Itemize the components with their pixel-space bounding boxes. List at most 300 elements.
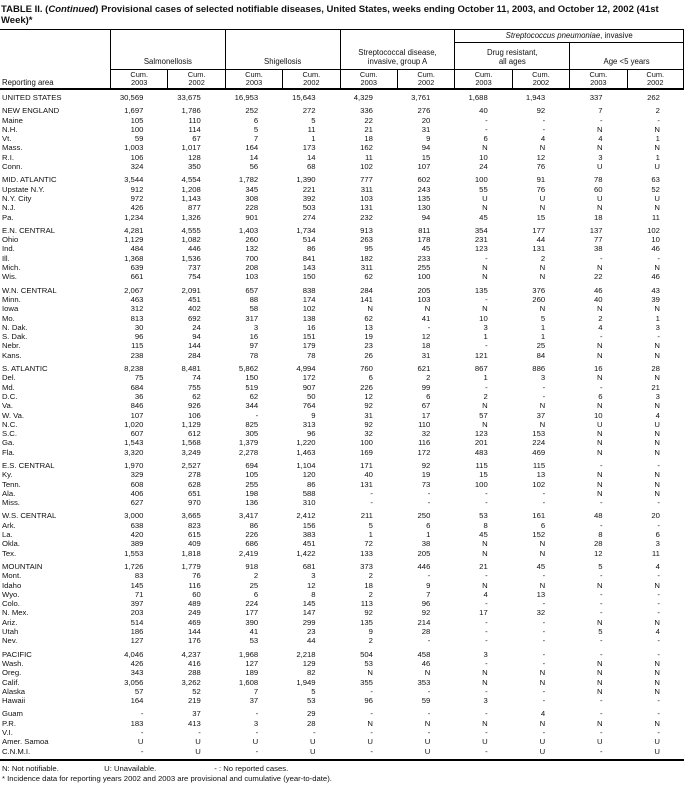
value-cell: 76 (536, 184, 546, 194)
value-cell: 211 (360, 511, 373, 521)
value-cell: 53 (249, 636, 259, 646)
value-cell: - (485, 382, 488, 392)
value-cell: 53 (364, 658, 373, 668)
value-cell: 2 (483, 391, 488, 401)
table-row (0, 737, 684, 746)
column-header-cum: Cum. 2003 (110, 70, 167, 88)
value-cell: - (599, 460, 603, 470)
value-cell: 284 (360, 285, 373, 295)
value-cell: N (596, 686, 603, 696)
table-row (0, 93, 684, 102)
value-cell: 173 (302, 143, 316, 153)
value-cell: 4 (598, 322, 603, 332)
value-cell: - (370, 746, 373, 756)
table-row (0, 254, 684, 263)
area-cell: N.C. (2, 419, 18, 429)
table-row (0, 401, 684, 410)
value-cell: 29 (307, 709, 316, 719)
value-cell: N (654, 304, 660, 314)
value-cell: 4,281 (124, 225, 144, 235)
value-cell: 214 (417, 617, 431, 627)
value-cell: 205 (417, 548, 431, 558)
value-cell: 661 (130, 272, 144, 282)
value-cell: 12 (307, 580, 316, 590)
value-cell: 63 (651, 175, 660, 185)
value-cell: - (370, 488, 373, 498)
value-cell: 22 (364, 115, 373, 125)
value-cell: N (596, 438, 603, 448)
value-cell: 615 (187, 530, 201, 540)
value-cell: N (654, 470, 660, 480)
value-cell: 1,734 (296, 225, 316, 235)
value-cell: 420 (130, 530, 144, 540)
value-cell: U (195, 737, 201, 747)
value-cell: 19 (421, 470, 431, 480)
value-cell: 233 (417, 253, 431, 263)
area-cell: Ind. (2, 244, 15, 254)
value-cell: N (596, 203, 603, 213)
value-cell: U (310, 746, 316, 756)
value-cell: N (539, 718, 546, 728)
value-cell: - (542, 696, 546, 706)
value-cell: 639 (130, 263, 144, 273)
value-cell: N (654, 479, 660, 489)
value-cell: 150 (245, 373, 259, 383)
value-cell: 262 (647, 93, 660, 102)
value-cell: 3 (253, 718, 259, 728)
value-cell: 86 (307, 244, 316, 254)
value-cell: - (255, 728, 259, 737)
value-cell: 135 (474, 285, 488, 295)
value-cell: 446 (417, 561, 431, 571)
value-cell: N (654, 488, 660, 498)
value-cell: 100 (360, 438, 373, 448)
value-cell: 1,422 (296, 548, 316, 558)
value-cell: 102 (532, 479, 546, 489)
table-title (0, 0, 684, 29)
value-cell: - (485, 253, 488, 263)
area-cell: Wash. (2, 658, 24, 668)
value-cell: 250 (417, 511, 431, 521)
value-cell: 389 (130, 539, 144, 549)
area-cell: Fla. (2, 447, 15, 457)
area-cell: Ark. (2, 520, 16, 530)
area-cell: Del. (2, 373, 16, 383)
value-cell: 37 (192, 709, 201, 719)
value-cell: 14 (307, 152, 316, 162)
table-row (0, 590, 684, 599)
value-cell: 100 (130, 124, 144, 134)
value-cell: 1,726 (124, 561, 144, 571)
value-cell: 3,000 (124, 511, 144, 521)
value-cell: 100 (474, 175, 488, 185)
table-section (0, 709, 684, 755)
value-cell: - (599, 649, 603, 659)
value-cell: 354 (474, 225, 488, 235)
value-cell: - (542, 571, 546, 581)
value-cell: U (596, 193, 603, 203)
value-cell: 907 (302, 382, 316, 392)
value-cell: 178 (417, 235, 431, 245)
value-cell: 11 (651, 548, 660, 558)
value-cell: N (654, 263, 660, 273)
table-row (0, 521, 684, 530)
value-cell: U (367, 737, 373, 747)
value-cell: 86 (249, 520, 259, 530)
value-cell: 2,419 (238, 548, 259, 558)
value-cell: 243 (417, 184, 431, 194)
value-cell: 263 (360, 235, 373, 245)
value-cell: 608 (130, 479, 144, 489)
value-cell: N (482, 539, 488, 549)
value-cell: N (596, 668, 603, 678)
value-cell: 288 (187, 668, 201, 678)
value-cell: 627 (130, 498, 144, 508)
value-cell: 41 (421, 313, 431, 323)
value-cell: 203 (130, 608, 144, 618)
value-cell: N (482, 401, 488, 411)
value-cell: - (485, 636, 488, 646)
value-cell: 4 (540, 709, 546, 719)
value-cell: N (596, 341, 603, 351)
value-cell: 6 (426, 391, 431, 401)
value-cell: U (654, 193, 660, 203)
area-cell: Md. (2, 382, 15, 392)
value-cell: 60 (192, 589, 201, 599)
value-cell: 764 (302, 401, 316, 411)
table-row (0, 668, 684, 677)
strep-pneumoniae-label (455, 30, 683, 43)
value-cell: - (657, 696, 660, 706)
value-cell: - (427, 488, 431, 498)
value-cell: 92 (364, 608, 373, 618)
value-cell: N (539, 203, 546, 213)
value-cell: 130 (417, 203, 431, 213)
value-cell: 127 (130, 636, 144, 646)
table-row (0, 420, 684, 429)
value-cell: 684 (130, 382, 144, 392)
value-cell: N (596, 124, 603, 134)
value-cell: - (255, 709, 259, 719)
value-cell: 1 (483, 332, 488, 342)
table-header-columns (110, 30, 684, 88)
value-cell: N (367, 718, 373, 728)
value-cell: 8,238 (124, 364, 144, 374)
value-cell: 1,779 (181, 561, 201, 571)
area-cell: Ky. (2, 470, 13, 480)
value-cell: 2,527 (181, 460, 201, 470)
value-cell: 1,017 (181, 143, 201, 153)
value-cell: N (482, 718, 488, 728)
table-row (0, 530, 684, 539)
value-cell: 94 (421, 143, 431, 153)
value-cell: 886 (532, 364, 546, 374)
value-cell: 284 (187, 350, 201, 360)
value-cell: - (370, 709, 373, 719)
value-cell: - (140, 709, 144, 719)
value-cell: 249 (187, 608, 201, 618)
table-row (0, 143, 684, 152)
value-cell: N (654, 429, 660, 439)
value-cell: 62 (192, 391, 201, 401)
value-cell: 9 (426, 580, 431, 590)
value-cell: 164 (130, 696, 144, 706)
value-cell: 10 (651, 235, 660, 245)
value-cell: 1,818 (181, 548, 201, 558)
value-cell: 171 (360, 460, 373, 470)
value-cell: 3,262 (181, 677, 201, 687)
value-cell: 336 (360, 106, 373, 116)
table-row (0, 562, 684, 571)
value-cell: 2 (368, 571, 373, 581)
value-cell: - (657, 728, 660, 737)
footnote-u: U: Unavailable. (104, 763, 157, 773)
value-cell: 1,536 (181, 253, 201, 263)
value-cell: U (310, 737, 316, 747)
area-cell: Ala. (2, 488, 16, 498)
value-cell: 24 (479, 162, 488, 172)
value-cell: 402 (187, 304, 201, 314)
value-cell: 78 (593, 175, 603, 185)
value-cell: 62 (249, 391, 259, 401)
value-cell: 1 (655, 152, 660, 162)
value-cell: 519 (245, 382, 259, 392)
value-cell: 127 (245, 658, 259, 668)
value-cell: 52 (651, 184, 660, 194)
value-cell: 9 (368, 627, 373, 637)
value-cell: 231 (474, 235, 488, 245)
value-cell: 44 (307, 636, 316, 646)
value-cell: 310 (302, 498, 316, 508)
table-section (0, 650, 684, 706)
value-cell: 45 (479, 530, 488, 540)
value-cell: 44 (536, 235, 546, 245)
value-cell: 82 (307, 668, 316, 678)
value-cell: 8 (311, 589, 316, 599)
area-cell: Maine (2, 115, 23, 125)
area-cell: W.N. CENTRAL (2, 285, 57, 295)
value-cell: N (654, 438, 660, 448)
value-cell: 106 (187, 410, 201, 420)
table-row (0, 511, 684, 520)
value-cell: N (539, 304, 546, 314)
area-cell: Ohio (2, 235, 19, 245)
value-cell: 602 (417, 175, 431, 185)
value-cell: - (599, 608, 603, 618)
table-row (0, 411, 684, 420)
column-header-cum: Cum. 2002 (512, 70, 569, 88)
value-cell: 23 (307, 627, 316, 637)
value-cell: N (424, 304, 431, 314)
table-row (0, 489, 684, 498)
table-section (0, 175, 684, 221)
area-cell: Mich. (2, 263, 21, 273)
table-row (0, 364, 684, 373)
value-cell: 144 (187, 341, 201, 351)
value-cell: 115 (475, 460, 488, 470)
footnote-dash: - : No reported cases. (214, 763, 289, 773)
area-cell: Miss. (2, 498, 20, 508)
value-cell: 62 (364, 272, 373, 282)
table-section (0, 364, 684, 457)
value-cell: 46 (651, 244, 660, 254)
value-cell: 92 (536, 106, 546, 116)
column-header-cum: Cum. 2002 (282, 70, 339, 88)
value-cell: 877 (187, 203, 201, 213)
footnote-incidence: * Incidence data for reporting years 2002 and 2003 are provisional and cumulative (year-to-date). (2, 774, 332, 784)
value-cell: 841 (302, 253, 316, 263)
value-cell: N (596, 677, 603, 687)
value-cell: 32 (421, 429, 431, 439)
value-cell: 308 (245, 193, 259, 203)
value-cell: - (198, 728, 201, 737)
value-cell: 198 (245, 488, 259, 498)
value-cell: - (485, 709, 488, 719)
value-cell: N (482, 580, 488, 590)
area-cell: Alaska (2, 686, 26, 696)
value-cell: 272 (302, 106, 316, 116)
area-cell: P.R. (2, 718, 16, 728)
value-cell: 1,697 (124, 106, 144, 116)
value-cell: 107 (417, 162, 431, 172)
area-cell: D.C. (2, 391, 18, 401)
area-cell: S. ATLANTIC (2, 364, 48, 374)
value-cell: 344 (245, 401, 259, 411)
value-cell: - (542, 658, 546, 668)
value-cell: 62 (364, 313, 373, 323)
value-cell: 40 (364, 470, 373, 480)
value-cell: - (599, 115, 603, 125)
value-cell: - (485, 571, 488, 581)
value-cell: - (542, 617, 546, 627)
value-cell: 153 (532, 429, 546, 439)
table-row (0, 194, 684, 203)
value-cell: 252 (245, 106, 259, 116)
value-cell: 182 (360, 253, 373, 263)
column-header-cum: Cum. 2002 (627, 70, 684, 88)
value-cell: 3 (540, 373, 546, 383)
value-cell: 694 (245, 460, 259, 470)
value-cell: 73 (421, 479, 431, 489)
value-cell: 41 (249, 627, 259, 637)
value-cell: 397 (130, 599, 144, 609)
value-cell: 392 (302, 193, 316, 203)
value-cell: - (370, 686, 373, 696)
value-cell: 31 (421, 124, 431, 134)
value-cell: 8 (483, 520, 488, 530)
table-row (0, 383, 684, 392)
value-cell: 686 (245, 539, 259, 549)
value-cell: 1,082 (181, 235, 201, 245)
value-cell: - (427, 498, 431, 508)
value-cell: 6 (253, 589, 259, 599)
value-cell: 777 (360, 175, 373, 185)
value-cell: 18 (364, 134, 373, 144)
value-cell: 1 (540, 332, 546, 342)
value-cell: 53 (307, 696, 316, 706)
value-cell: 1,688 (468, 93, 488, 102)
value-cell: 426 (130, 203, 144, 213)
value-cell: 1,553 (124, 548, 144, 558)
value-cell: - (313, 728, 316, 737)
value-cell: - (657, 599, 660, 609)
value-cell: - (599, 746, 603, 756)
area-cell: N. Mex. (2, 608, 29, 618)
value-cell: 31 (421, 350, 431, 360)
value-cell: 177 (532, 225, 546, 235)
value-cell: - (599, 709, 603, 719)
table-row (0, 106, 684, 115)
value-cell: 3,417 (238, 511, 259, 521)
value-cell: 37 (536, 410, 546, 420)
value-cell: 110 (418, 419, 431, 429)
value-cell: - (657, 608, 660, 618)
value-cell: 15 (479, 470, 488, 480)
value-cell: 12 (593, 548, 603, 558)
value-cell: 3,544 (124, 175, 144, 185)
value-cell: N (539, 401, 546, 411)
value-cell: - (485, 498, 488, 508)
area-cell: N.J. (2, 203, 16, 213)
value-cell: 390 (245, 617, 259, 627)
table-row (0, 571, 684, 580)
table-row (0, 125, 684, 134)
value-cell: 7 (598, 106, 603, 116)
table-section (0, 106, 684, 171)
value-cell: 189 (245, 668, 259, 678)
value-cell: - (657, 709, 660, 719)
value-cell: N (482, 263, 488, 273)
value-cell: - (599, 520, 603, 530)
value-cell: 3 (655, 322, 660, 332)
value-cell: - (427, 686, 431, 696)
value-cell: 350 (187, 162, 201, 172)
value-cell: 2 (368, 589, 373, 599)
table-row (0, 618, 684, 627)
value-cell: 102 (647, 225, 660, 235)
value-cell: N (424, 718, 431, 728)
value-cell: - (599, 728, 603, 737)
column-header-cum: Cum. 2003 (340, 70, 397, 88)
area-cell: Amer. Samoa (2, 737, 49, 747)
value-cell: N (654, 668, 660, 678)
value-cell: U (654, 419, 660, 429)
table-row (0, 470, 684, 479)
value-cell: N (654, 143, 660, 153)
value-cell: 4,046 (124, 649, 144, 659)
value-cell: 489 (187, 599, 201, 609)
table-header (0, 29, 684, 90)
value-cell: 144 (187, 627, 201, 637)
value-cell: 20 (421, 115, 431, 125)
value-cell: 2 (426, 373, 431, 383)
value-cell: 55 (479, 184, 488, 194)
table-row (0, 304, 684, 313)
value-cell: 1 (426, 530, 431, 540)
value-cell: 147 (302, 608, 316, 618)
value-cell: 71 (134, 589, 144, 599)
value-cell: 1,970 (124, 460, 144, 470)
value-cell: - (599, 599, 603, 609)
value-cell: - (657, 332, 660, 342)
value-cell: - (485, 294, 488, 304)
value-cell: 2,412 (296, 511, 316, 521)
value-cell: N (654, 617, 660, 627)
value-cell: N (367, 668, 373, 678)
table-section (0, 461, 684, 507)
area-cell: PACIFIC (2, 649, 32, 659)
table-title-continued: Continued (48, 4, 96, 15)
